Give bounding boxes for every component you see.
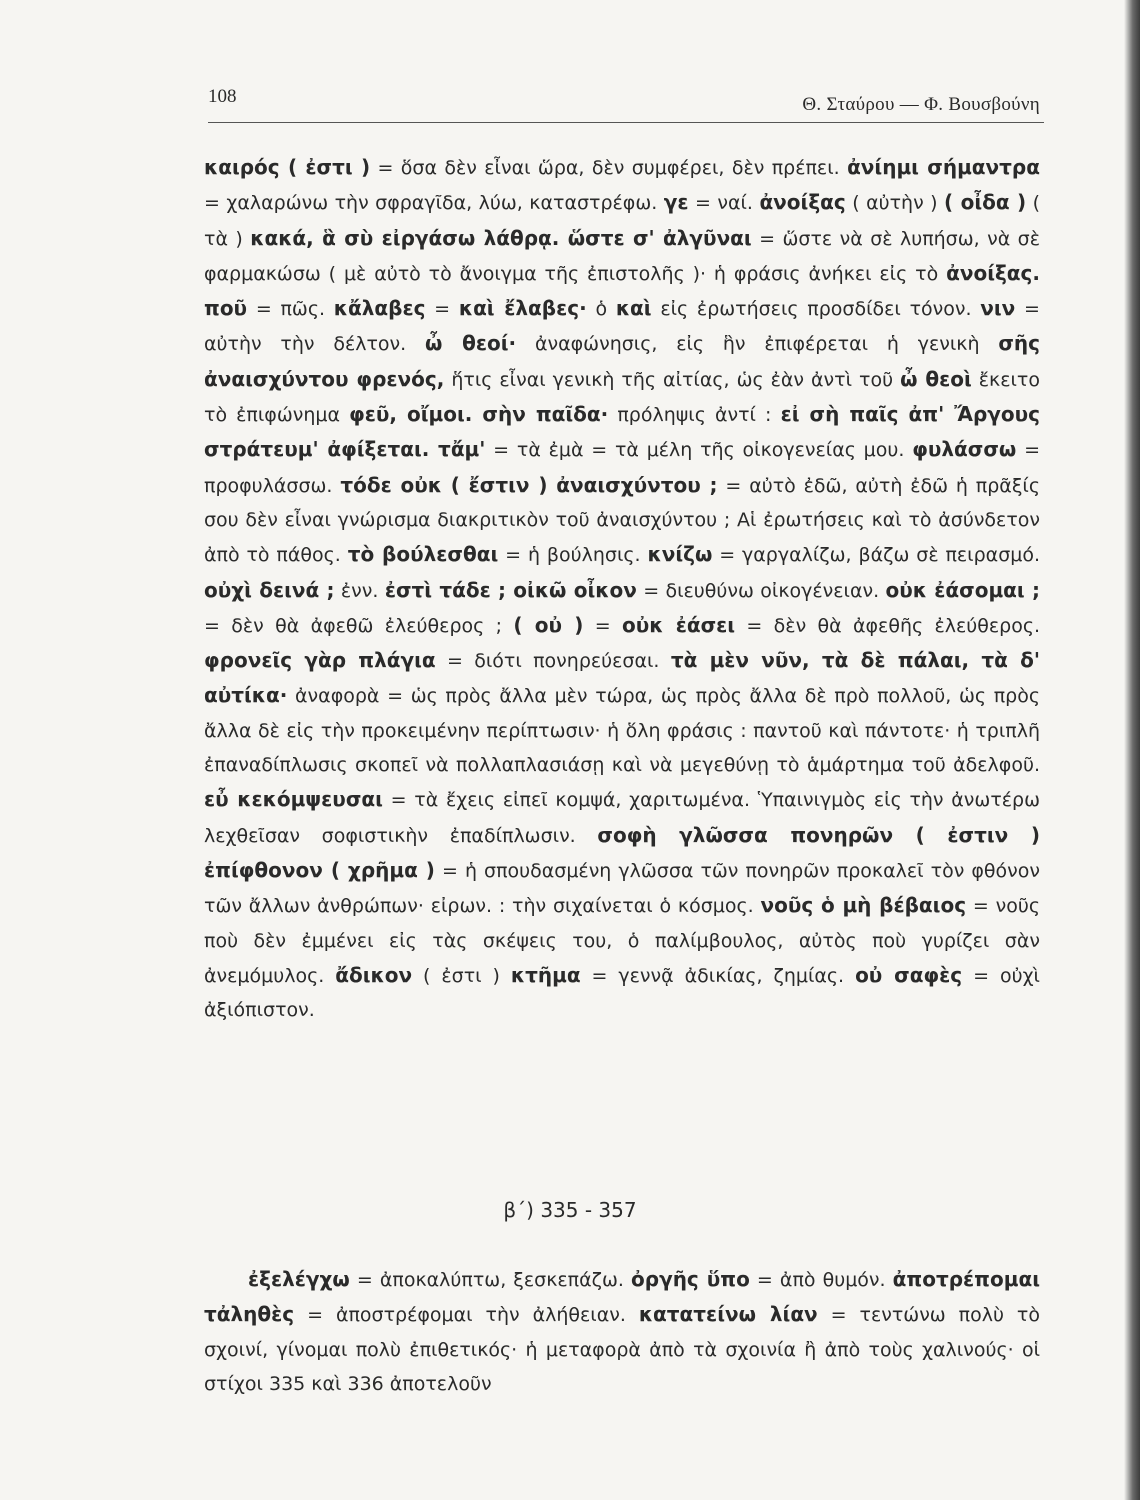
gloss-text: = ὅσα δὲν εἶναι ὥρα, δὲν συμφέρει, δὲν πρέπει. (370, 157, 848, 179)
gloss-text: = (583, 614, 622, 637)
gloss-text: = τὰ ἐμὰ = τὰ μέλη τῆς οἰκογενείας μου. (485, 439, 913, 462)
gloss-text: πρόληψις ἀντί : (608, 404, 781, 427)
gloss-text: = δὲν θὰ ἀφεθῶ ἐλεύθερος ; (204, 614, 514, 637)
gloss-text: = ὥστε νὰ σὲ λυπήσω, νὰ σὲ φαρμακώσω ( μὲ αὐτὸ τὸ ἄνοιγμα τῆς ἐπιστολῆς )· ἡ φράσις ἀνήκει εἰς τὸ (204, 227, 1040, 285)
gloss-text: = νοῦς ποὺ δὲν ἐμμένει εἰς τὰς σκέψεις του, ὁ παλίμβουλος, αὐτὸς ποὺ γυρίζει σὰν ἀνεμόμυλος. (204, 895, 1040, 987)
gloss-text: ( τὰ ) (204, 192, 1040, 250)
gloss-text: εἰς ἐρωτήσεις προσδίδει τόνον. (651, 298, 981, 321)
lemma-term: τὸ βούλεσθαι (347, 542, 499, 567)
gloss-text: = ἡ σπουδασμένη γλῶσσα τῶν πονηρῶν προκαλεῖ τὸν φθόνον τῶν ἄλλων ἀνθρώπων· εἰρων. : τὴν σιχαίνεται ὁ κόσμος. (204, 859, 1040, 918)
lemma-term: κἄλαβες (333, 296, 426, 321)
lemma-term: ὀργῆς ὕπο (631, 1267, 750, 1291)
commentary-paragraph-1 (204, 150, 1040, 1027)
section-heading: β΄) 335 - 357 (503, 1198, 637, 1222)
gloss-text: = δὲν θὰ ἀφεθῆς ἐλεύθερος. (735, 614, 1041, 637)
lemma-term: τόδε οὐκ ( ἔστιν ) ἀναισχύντου ; (340, 472, 718, 497)
gloss-text: = τὰ ἔχεις εἰπεῖ κομψά, χαριτωμένα. Ὑπαινιγμὸς εἰς τὴν ἀνωτέρω λεχθεῖσαν σοφιστικὴν ἐπαδίπλωσιν. (204, 789, 1040, 847)
gloss-text: = χαλαρώνω τὴν σφραγῖδα, λύω, καταστρέφω. (204, 192, 664, 215)
lemma-term: φρονεῖς γὰρ πλάγια (204, 648, 436, 673)
lemma-term: οὐκ ἐάσει (622, 612, 736, 637)
gloss-text: ὁ (586, 298, 616, 321)
gloss-text: = ἀπὸ θυμόν. (749, 1269, 893, 1291)
lemma-term: ( οἶδα ) (944, 190, 1027, 215)
lemma-term: ἐστὶ τάδε ; οἰκῶ οἶκον (384, 577, 637, 602)
gloss-text: ἥτις εἶναι γενικὴ τῆς αἰτίας, ὡς ἐὰν ἀντὶ τοῦ (444, 368, 901, 391)
gloss-text: = (425, 298, 459, 321)
gloss-text: = ἀποστρέφομαι τὴν ἀλήθειαν. (294, 1304, 639, 1327)
gloss-text: = γαργαλίζω, βάζω σὲ πειρασμό. (712, 544, 1040, 567)
gloss-text: ( ἐστι ) (412, 964, 511, 987)
lemma-term: οὐ σαφὲς (855, 962, 963, 987)
gloss-text: = διότι πονηρεύεσαι. (435, 650, 671, 673)
lemma-term: ἀνοίξας. ποῦ (204, 260, 1040, 321)
lemma-term: φεῦ, οἴμοι. σὴν παῖδα· (349, 402, 609, 427)
gloss-text: = ἀποκαλύπτω, ξεσκεπάζω. (349, 1269, 632, 1291)
gloss-text: = τεντώνω πολὺ τὸ σχοινί, γίνομαι πολὺ ἐπιθετικός· ἡ μεταφορὰ ἀπὸ τὰ σχοινία ἢ ἀπὸ τοὺς χαλινούς· οἱ στίχοι 335 καὶ 336 ἀποτελοῦν (204, 1304, 1040, 1395)
lemma-term: κακά, ἃ σὺ εἰργάσω λάθρᾳ. ὥστε σ' ἀλγῦναι (250, 225, 752, 250)
gloss-text: = ἡ βούλησις. (498, 544, 648, 567)
lemma-term: ὦ θεοὶ (900, 366, 972, 391)
gloss-text: ἐνν. (334, 579, 385, 602)
gloss-text: = αὐτὸ ἐδῶ, αὐτὴ ἐδῶ ἡ πρᾶξίς σου δὲν εἶναι γνώρισμα διακριτικὸν τοῦ ἀναισχύντου ; Αἱ ἐρωτήσεις καὶ τὸ ἀσύνδετον ἀπὸ τὸ πάθος. (204, 474, 1040, 567)
page-header (208, 86, 1044, 123)
lemma-term: καὶ (615, 296, 652, 321)
gloss-text: = πῶς. (247, 298, 334, 321)
gloss-text: = ναί. (688, 192, 760, 215)
gloss-text: ἀναφώνησις, εἰς ἣν ἐπιφέρεται ἡ γενικὴ (516, 333, 999, 356)
lemma-term: καὶ ἔλαβες· (458, 296, 587, 321)
lemma-term: φυλάσσω (912, 437, 1017, 462)
lemma-term: γε (663, 190, 689, 215)
lemma-term: εἰ σὴ παῖς ἀπ' Ἄργους στράτευμ' ἀφίξεται. τἄμ' (204, 402, 1040, 462)
page-edge-shadow (1124, 0, 1140, 1500)
commentary-paragraph-2 (204, 1262, 1040, 1401)
gloss-text: = διευθύνω οἰκογένειαν. (636, 579, 886, 602)
lemma-term: σοφὴ γλῶσσα πονηρῶν ( ἐστιν ) ἐπίφθονον ( χρῆμα ) (204, 822, 1040, 882)
lemma-term: κατατείνω λίαν (638, 1302, 818, 1327)
gloss-text: = γεννᾷ ἀδικίας, ζημίας. (580, 964, 856, 987)
lemma-term: ἐξελέγχω (248, 1267, 350, 1291)
lemma-term: οὐκ ἐάσομαι ; (885, 577, 1040, 602)
lemma-term: ὦ θεοί· (425, 331, 517, 356)
page-number: 108 (208, 86, 237, 107)
lemma-term: νιν (980, 296, 1016, 321)
lemma-term: ( οὐ ) (513, 612, 584, 637)
gloss-text: = οὐχὶ ἀξιόπιστον. (204, 964, 1040, 1022)
lemma-term: καιρός ( ἐστι ) (204, 155, 371, 179)
lemma-term: τὰ μὲν νῦν, τὰ δὲ πάλαι, τὰ δ' αὐτίκα· (204, 648, 1040, 708)
running-title: Θ. Σταύρου — Φ. Βουσβούνη (802, 94, 1040, 115)
gloss-text: = προφυλάσσω. (204, 439, 1040, 497)
gloss-text: ( αὐτὴν ) (845, 192, 945, 215)
lemma-term: σῆς ἀναισχύντου φρενός, (204, 331, 1040, 391)
lemma-term: κνίζω (647, 542, 713, 567)
lemma-term: νοῦς ὁ μὴ βέβαιος (760, 893, 967, 918)
gloss-text: ἔκειτο τὸ ἐπιφώνημα (204, 368, 1040, 427)
lemma-term: κτῆμα (510, 962, 581, 987)
gloss-text: = αὐτὴν τὴν δέλτον. (204, 298, 1040, 356)
lemma-term: ἀνίημι σήμαντρα (847, 155, 1040, 179)
lemma-term: ἀποτρέπομαι τἀληθὲς (204, 1267, 1040, 1327)
lemma-term: εὖ κεκόμψευσαι (204, 787, 383, 812)
lemma-term: ἄδικον (335, 962, 413, 987)
gloss-text: ἀναφορὰ = ὡς πρὸς ἄλλα μὲν τώρα, ὡς πρὸς ἄλλα δὲ πρὸ πολλοῦ, ὡς πρὸς ἄλλα δὲ εἰς τὴν προκειμένην περίπτωσιν· ἡ ὅλη φράσις : παντοῦ καὶ πάντοτε· ἡ τριπλῆ ἐπαναδίπλωσις σκοπεῖ νὰ πολλαπλασιάσῃ καὶ νὰ μεγεθύνῃ τὸ ἁμάρτημα τοῦ ἀδελφοῦ. (204, 685, 1040, 777)
lemma-term: οὐχὶ δεινά ; (204, 577, 335, 602)
lemma-term: ἀνοίξας (759, 190, 846, 215)
